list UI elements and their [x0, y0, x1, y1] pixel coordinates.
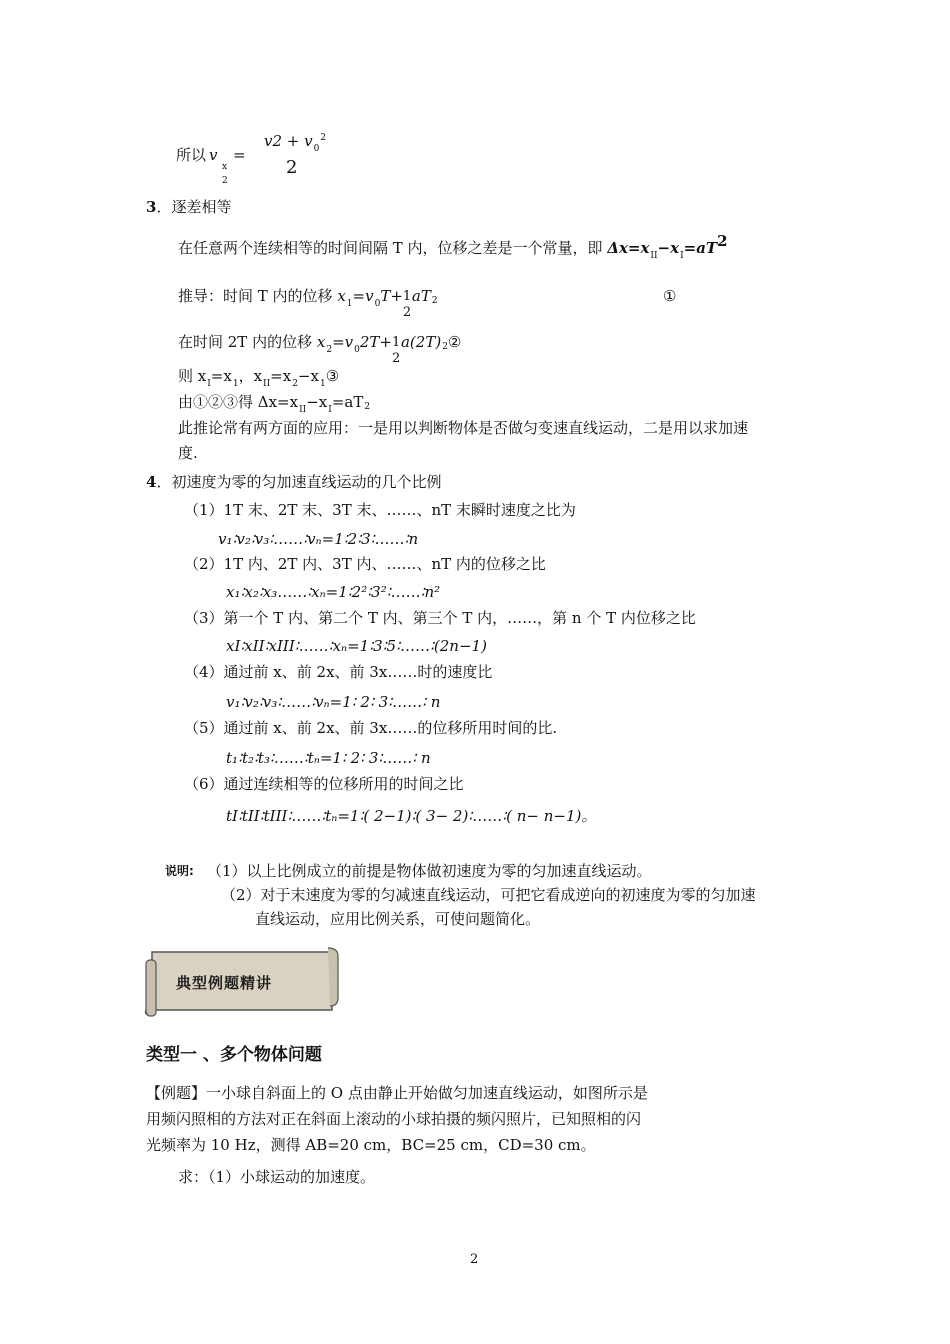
application-line-2: 度.	[178, 444, 198, 462]
example-line-1: 【例题】一小球自斜面上的 O 点由静止开始做匀加速直线运动，如图所示是	[146, 1084, 648, 1102]
banner-text: 典型例题精讲	[176, 974, 273, 992]
page-number: 2	[470, 1252, 479, 1267]
section3-title: 3．逐差相等	[146, 198, 232, 216]
formula-sub-x: x	[222, 162, 228, 172]
formula-denominator: 2	[286, 157, 298, 178]
ratio-item-3-label: （3）第一个 T 内、第二个 T 内、第三个 T 内，……，第 n 个 T 内位移之比	[184, 609, 696, 627]
section4-title: 4．初速度为零的匀加速直线运动的几个比例	[146, 473, 442, 491]
note-1: （1）以上比例成立的前提是物体做初速度为零的匀加速直线运动。	[207, 862, 652, 880]
ratio-item-4-formula: v₁∶v₂∶v₃∶……∶vₙ=1∶ 2∶ 3∶……∶ n	[226, 693, 441, 711]
ratio-item-3-formula: xI∶xII∶xIII∶……∶xₙ=1∶3∶5∶……∶(2n−1)	[226, 637, 487, 655]
ratio-item-1-formula: v₁∶v₂∶v₃∶……∶vₙ=1∶2∶3∶……∶n	[218, 530, 419, 548]
formula-prefix: 所以	[176, 146, 207, 164]
ratio-item-5-label: （5）通过前 x、前 2x、前 3x……的位移所用时间的比.	[184, 719, 558, 737]
derivation-line-1: 推导：时间 T 内的位移 $x_1=v_0T+$ 1 2 aT2	[178, 287, 438, 320]
formula-sub-2: 2	[222, 176, 228, 186]
note-label: 说明:	[165, 864, 194, 878]
example-line-3: 光频率为 10 Hz，测得 AB=20 cm，BC=25 cm，CD=30 cm。	[146, 1136, 596, 1154]
derivation-mark-1: ①	[663, 287, 677, 305]
ratio-item-6-label: （6）通过连续相等的位移所用的时间之比	[184, 775, 464, 793]
note-2-line-1: （2）对于末速度为零的匀减速直线运动，可把它看成逆向的初速度为零的匀加速	[221, 886, 756, 904]
example-line-2: 用频闪照相的方法对正在斜面上滚动的小球拍摄的频闪照片，已知照相的闪	[146, 1110, 642, 1128]
formula-eq: =	[233, 146, 246, 164]
section3-definition: 在任意两个连续相等的时间间隔 T 内，位移之差是一个常量，即 $\Delta x=x_{II}-x_I=aT2$	[178, 232, 728, 261]
ratio-item-2-formula: x₁∶x₂∶x₃……∶xₙ=1∶2²∶3²∶……∶n²	[226, 583, 441, 601]
then-line: 则 $x_I=x_1$，$x_{II}=x_2-x_1③$	[178, 367, 340, 389]
formula-numerator: $v2 + v_0^2$	[264, 132, 327, 154]
example-question: 求：（1）小球运动的加速度。	[178, 1168, 376, 1186]
type-heading: 类型一 、多个物体问题	[146, 1045, 322, 1065]
from-line: 由①②③得 $\Delta x=x_{II}-x_I=aT2$	[178, 393, 371, 415]
application-line-1: 此推论常有两方面的应用：一是用以判断物体是否做匀变速直线运动，二是用以求加速	[178, 419, 749, 437]
ratio-item-4-label: （4）通过前 x、前 2x、前 3x……时的速度比	[184, 663, 493, 681]
note-2-line-2: 直线运动，应用比例关系，可使问题简化。	[255, 910, 541, 928]
ratio-item-2-label: （2）1T 内、2T 内、3T 内、……、nT 内的位移之比	[184, 555, 546, 573]
ratio-item-1-label: （1）1T 末、2T 末、3T 末、……、nT 末瞬时速度之比为	[184, 501, 576, 519]
ratio-item-5-formula: t₁∶t₂∶t₃∶……∶tₙ=1∶ 2∶ 3∶……∶ n	[226, 749, 431, 767]
derivation-line-2: 在时间 2T 内的位移 $x_2=v_02T+$ 1 2 a(2T)2②	[178, 333, 462, 366]
formula-v: v	[209, 146, 218, 164]
ratio-item-6-formula: tI∶tII∶tIII∶……∶tₙ=1∶( 2−1)∶( 3− 2)∶……∶( n− n−1)。	[226, 807, 597, 825]
